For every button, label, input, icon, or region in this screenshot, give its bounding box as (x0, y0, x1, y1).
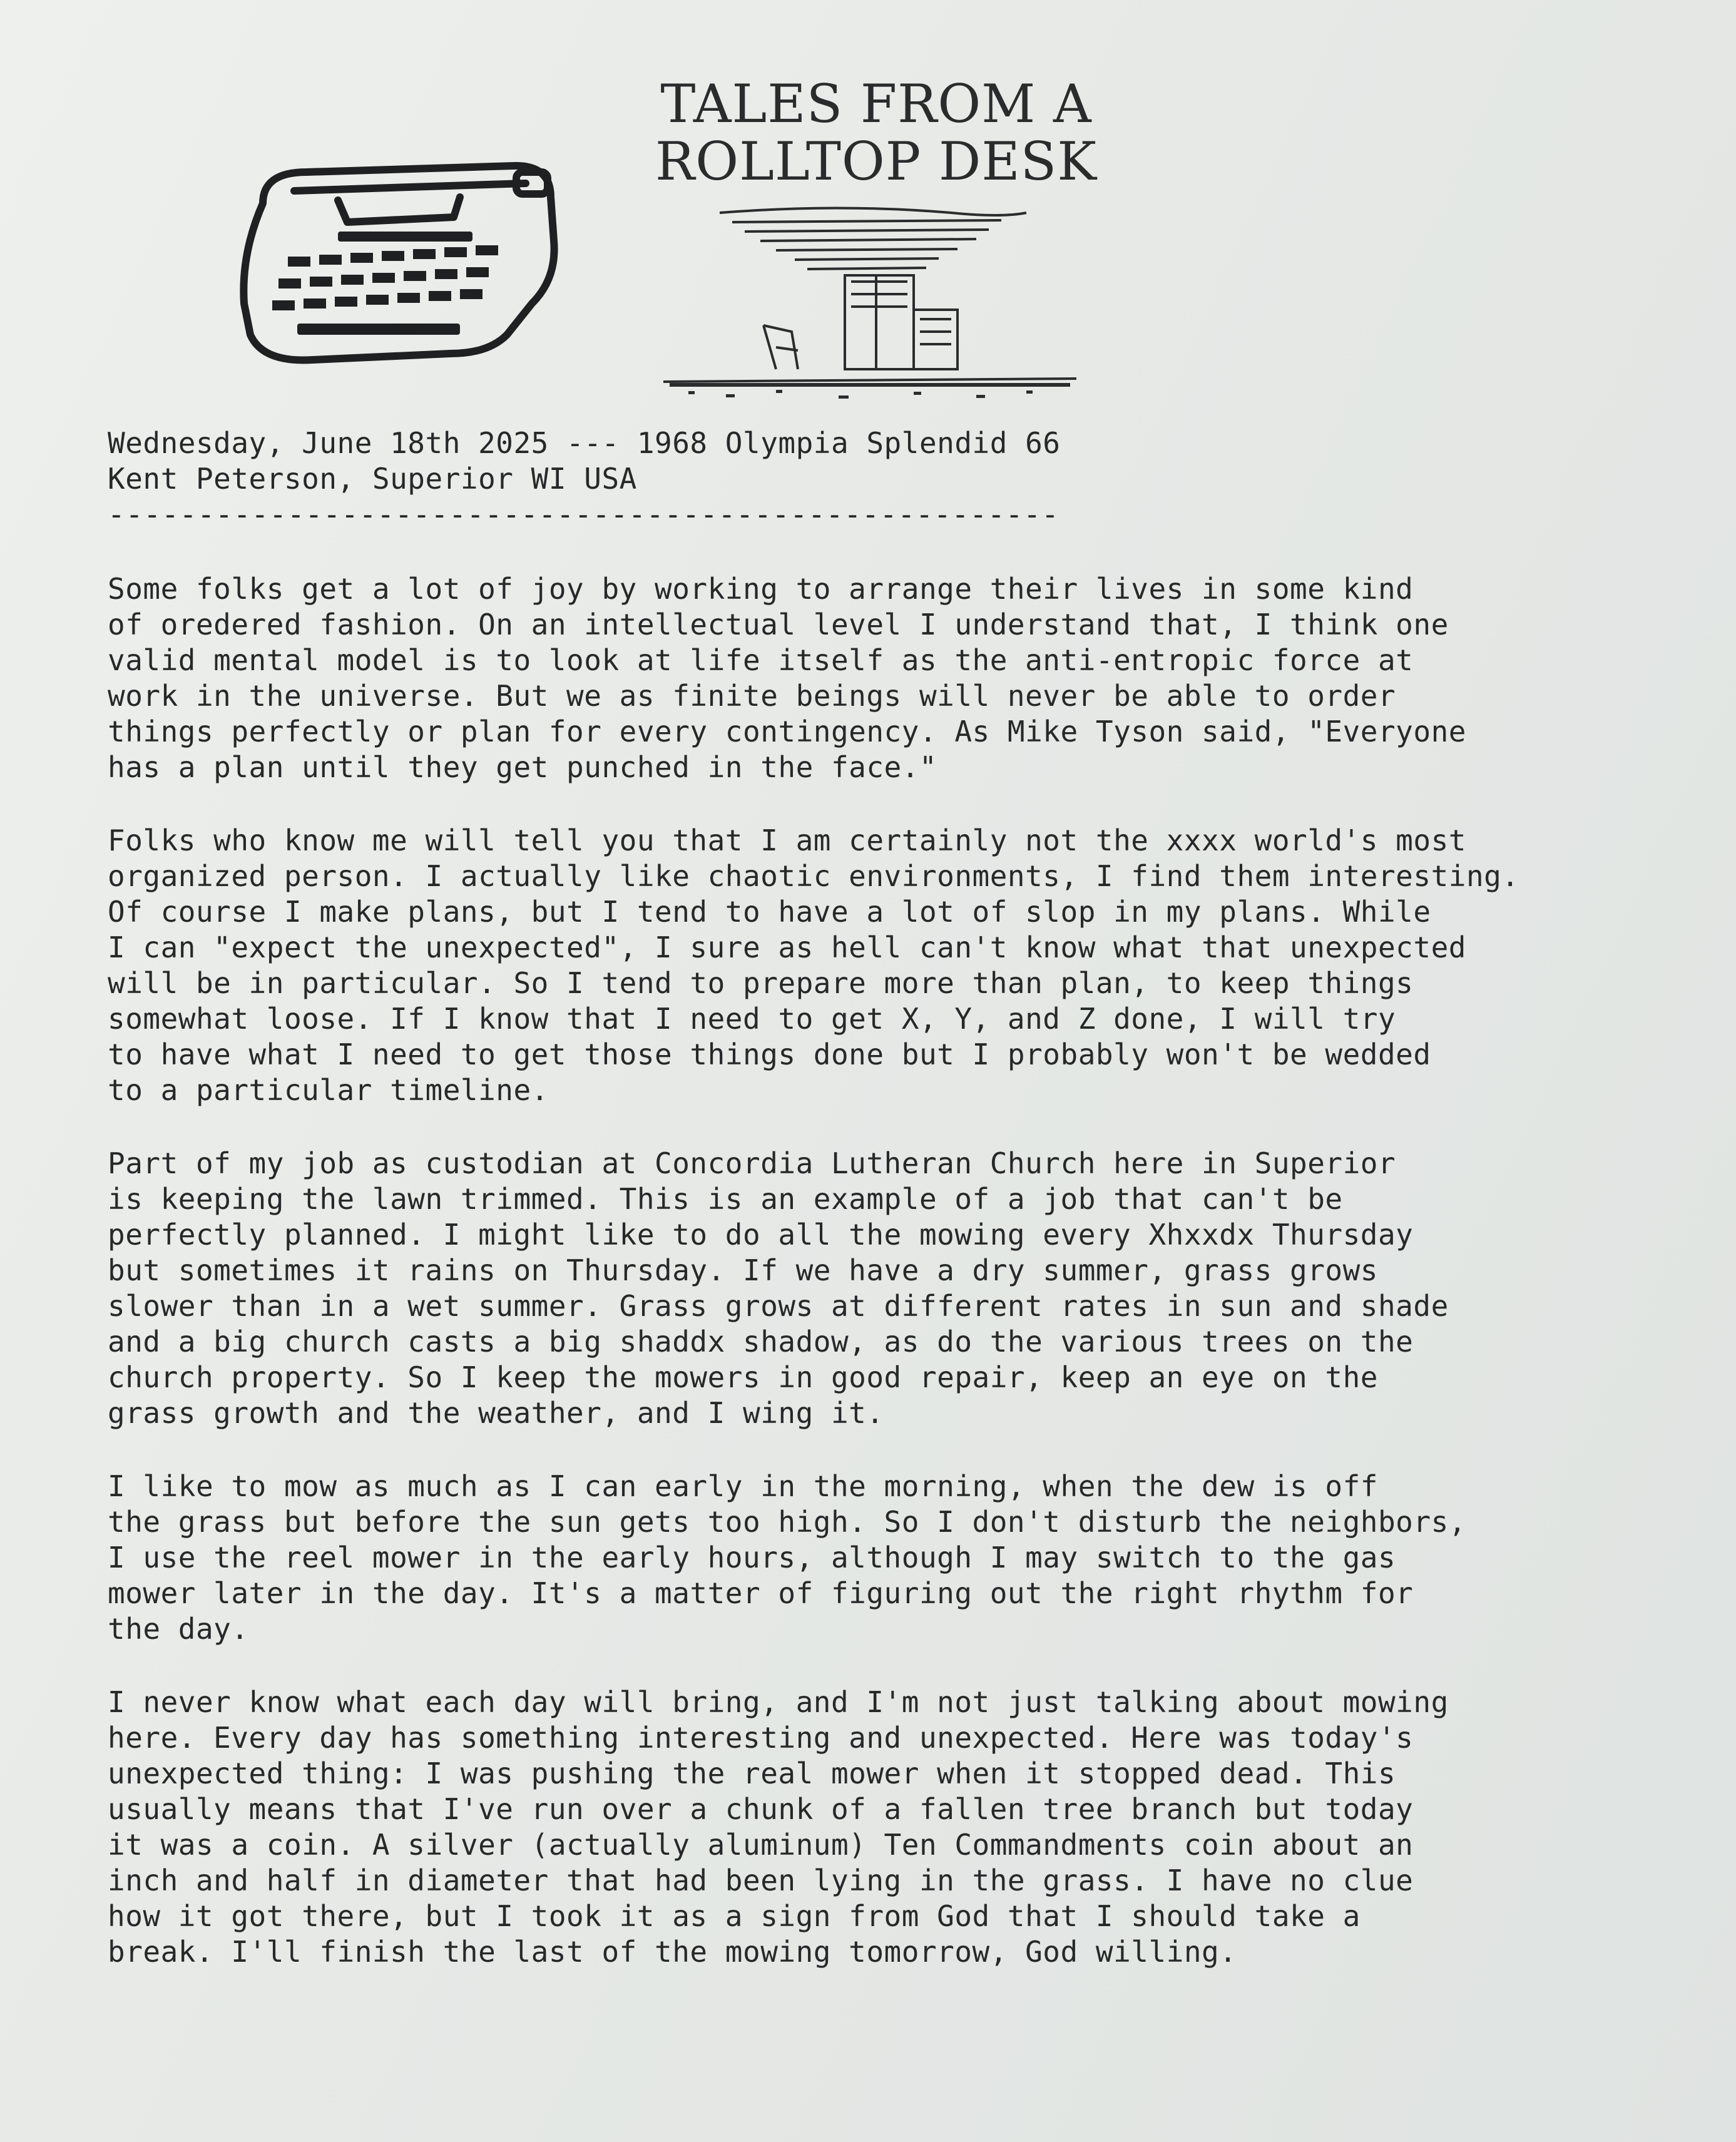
paragraph-line: somewhat loose. If I know that I need to get X, Y, and Z done, I will try (108, 1002, 1396, 1036)
paragraph-line: and a big church casts a big shaddx shadow, as do the various trees on the (108, 1325, 1414, 1359)
author-header: Kent Peterson, Superior WI USA (108, 462, 637, 496)
paragraph-line: I never know what each day will bring, and I'm not just talking about mowing (108, 1685, 1449, 1719)
paragraph-1 (108, 571, 1685, 785)
paragraph-line: of oredered fashion. On an intellectual level I understand that, I think one (108, 608, 1449, 641)
divider-line: ----------------------------------------------------- (108, 497, 1059, 531)
paragraph-line: perfectly planned. I might like to do all the mowing every Xhxxdx Thursday (108, 1218, 1414, 1252)
paragraph-2 (108, 823, 1685, 1108)
paragraph-line: usually means that I've run over a chunk of a fallen tree branch but today (108, 1792, 1414, 1826)
paragraph-line: the grass but before the sun gets too high. So I don't disturb the neighbors, (108, 1505, 1466, 1539)
paragraph-line: to have what I need to get those things done but I probably won't be wedded (108, 1038, 1431, 1071)
paragraph-4 (108, 1469, 1685, 1647)
paragraph-line: but sometimes it rains on Thursday. If we have a dry summer, grass grows (108, 1253, 1378, 1287)
typewriter-icon (238, 147, 576, 372)
paragraph-3 (108, 1146, 1685, 1431)
paragraph-line: slower than in a wet summer. Grass grows at different rates in sun and shade (108, 1289, 1449, 1323)
paragraph-line: organized person. I actually like chaotic environments, I find them interesting. (108, 859, 1519, 893)
paragraph-line: mower later in the day. It's a matter of figuring out the right rhythm for (108, 1576, 1414, 1610)
paragraph-line: will be in particular. So I tend to prepare more than plan, to keep things (108, 966, 1414, 1000)
paragraph-line: to a particular timeline. (108, 1073, 549, 1107)
paragraph-line: work in the universe. But we as finite beings will never be able to order (108, 679, 1396, 713)
typed-letter-body (108, 426, 1685, 1970)
paragraph-line: Part of my job as custodian at Concordia Lutheran Church here in Superior (108, 1146, 1396, 1180)
masthead-title-line-1: TALES FROM A (660, 73, 1092, 135)
rolltop-desk-illustration (651, 200, 1089, 407)
paragraph-line: church property. So I keep the mowers in good repair, keep an eye on the (108, 1360, 1378, 1394)
paragraph-line: I can "expect the unexpected", I sure as hell can't know what that unexpected (108, 931, 1466, 964)
paragraph-line: break. I'll finish the last of the mowing tomorrow, God willing. (108, 1935, 1237, 1969)
paragraph-line: how it got there, but I took it as a sign from God that I should take a (108, 1899, 1361, 1933)
paragraph-line: the day. (108, 1612, 249, 1646)
paragraph-line: Of course I make plans, but I tend to have a lot of slop in my plans. While (108, 895, 1431, 929)
masthead-title (651, 75, 1101, 190)
paragraph-line: Some folks get a lot of joy by working to arrange their lives in some kind (108, 572, 1414, 606)
paragraph-5 (108, 1685, 1685, 1970)
paragraph-line: I use the reel mower in the early hours, although I may switch to the gas (108, 1541, 1396, 1574)
paragraph-line: valid mental model is to look at life itself as the anti-entropic force at (108, 643, 1414, 677)
paragraph-line: Folks who know me will tell you that I am certainly not the xxxx world's most (108, 824, 1466, 857)
paragraph-line: is keeping the lawn trimmed. This is an example of a job that can't be (108, 1182, 1343, 1216)
paragraph-line: it was a coin. A silver (actually aluminum) Ten Commandments coin about an (108, 1828, 1414, 1862)
paragraph-line: things perfectly or plan for every contingency. As Mike Tyson said, "Everyone (108, 715, 1466, 748)
paragraph-line: grass growth and the weather, and I wing it. (108, 1396, 884, 1430)
paragraph-line: I like to mow as much as I can early in the morning, when the dew is off (108, 1469, 1378, 1503)
paragraph-line: here. Every day has something interesting and unexpected. Here was today's (108, 1721, 1414, 1755)
date-header: Wednesday, June 18th 2025 --- 1968 Olympia Splendid 66 (108, 426, 1061, 460)
paragraph-line: inch and half in diameter that had been lying in the grass. I have no clue (108, 1864, 1414, 1897)
paragraph-line: unexpected thing: I was pushing the real mower when it stopped dead. This (108, 1757, 1396, 1790)
paragraph-line: has a plan until they get punched in the face." (108, 750, 937, 784)
masthead-title-line-2: ROLLTOP DESK (655, 131, 1097, 192)
